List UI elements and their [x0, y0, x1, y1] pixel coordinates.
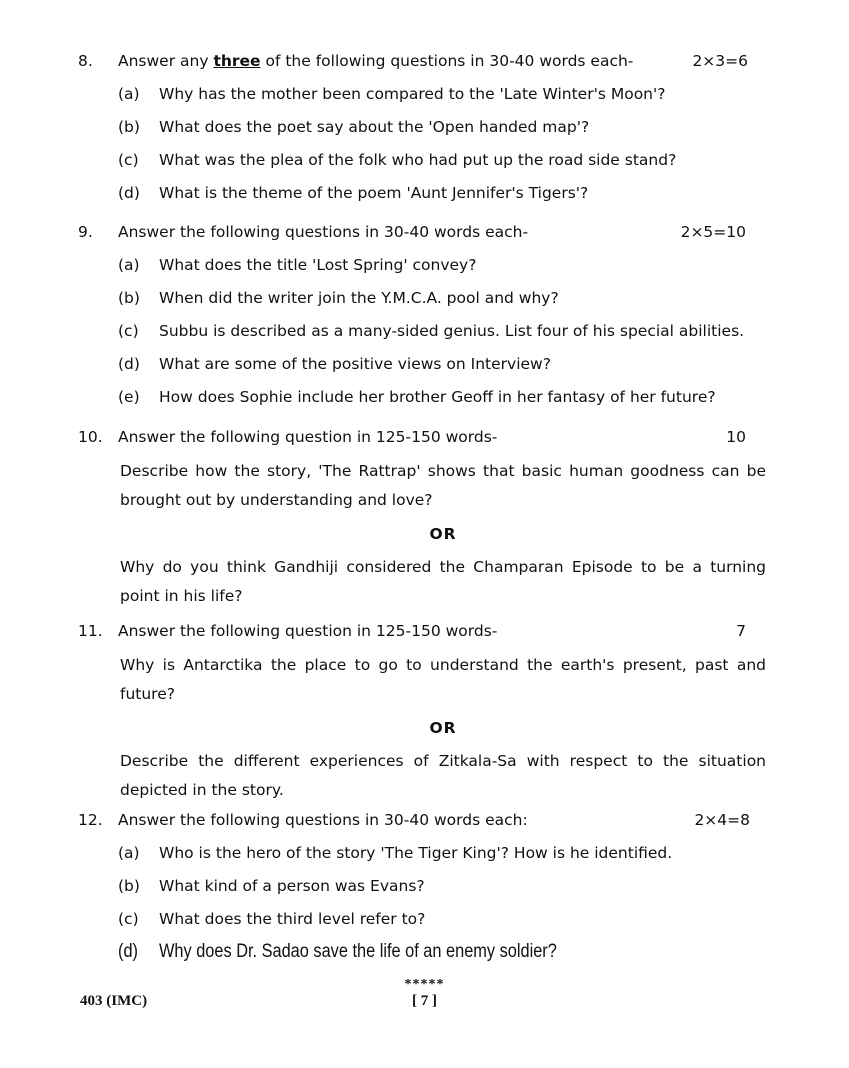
end-marker: ***** [404, 977, 445, 992]
subquestion-text: Why has the mother been compared to the 'Late Winter's Moon'? [159, 85, 666, 103]
instruction-text: Answer any [118, 52, 214, 70]
question-prompt: Why is Antarctika the place to go to understand the earth's present, past and future? [120, 656, 766, 703]
subquestion [78, 115, 768, 139]
subquestion-list [78, 82, 768, 205]
emphasized-word: three [213, 52, 261, 70]
subquestion [78, 319, 768, 343]
subquestion-text: What does the third level refer to? [159, 910, 426, 928]
question-marks: 2×5=10 [680, 223, 746, 241]
question-12 [78, 808, 768, 973]
question-10 [78, 425, 768, 611]
question-8-header [78, 49, 768, 73]
question-prompt: Describe how the story, 'The Rattrap' shows that basic human goodness can be brought out by understanding and love? [120, 462, 766, 509]
subquestion-label: (a) [118, 85, 140, 103]
question-instruction [118, 49, 633, 73]
subquestion-label: (e) [118, 388, 140, 406]
subquestion [78, 385, 768, 409]
subquestion-list [78, 841, 768, 964]
subquestion [78, 940, 768, 964]
question-instruction: Answer the following questions in 30-40 words each: [118, 811, 528, 829]
subquestion-label: (b) [118, 118, 140, 136]
question-instruction: Answer the following questions in 30-40 words each- [118, 223, 529, 241]
question-marks: 10 [726, 428, 746, 446]
subquestion [78, 82, 768, 106]
or-separator: OR [429, 525, 457, 543]
question-number: 8. [78, 52, 93, 70]
question-8 [78, 49, 768, 214]
subquestion-text: Why does Dr. Sadao save the life of an enemy soldier? [159, 941, 557, 962]
subquestion-text: What does the poet say about the 'Open handed map'? [159, 118, 590, 136]
question-marks: 2×3=6 [692, 52, 748, 70]
subquestion [78, 907, 768, 931]
subquestion-label: (a) [118, 256, 140, 274]
subquestion [78, 148, 768, 172]
question-prompt-alternative: Describe the different experiences of Zitkala-Sa with respect to the situation depicted in the story. [120, 752, 766, 799]
question-marks: 7 [736, 622, 746, 640]
subquestion-text: What is the theme of the poem 'Aunt Jennifer's Tigers'? [159, 184, 589, 202]
subquestion-text: What was the plea of the folk who had put up the road side stand? [159, 151, 677, 169]
paper-code: 403 (IMC) [80, 993, 148, 1009]
question-instruction: Answer the following question in 125-150 words- [118, 622, 498, 640]
subquestion-text: What are some of the positive views on Interview? [159, 355, 551, 373]
subquestion-text: Who is the hero of the story 'The Tiger King'? How is he identified. [159, 844, 673, 862]
subquestion-text: What does the title 'Lost Spring' convey? [159, 256, 477, 274]
question-10-header [78, 425, 768, 449]
or-separator: OR [429, 719, 457, 737]
page-number: [ 7 ] [412, 993, 437, 1009]
question-9-header [78, 220, 768, 244]
question-prompt-alternative: Why do you think Gandhiji considered the Champaran Episode to be a turning point in his life? [120, 558, 766, 605]
question-9 [78, 220, 768, 418]
subquestion [78, 352, 768, 376]
subquestion-label: (b) [118, 289, 140, 307]
question-11-header [78, 619, 768, 643]
question-number: 11. [78, 622, 103, 640]
subquestion [78, 874, 768, 898]
subquestion-list [78, 253, 768, 409]
subquestion-text: Subbu is described as a many-sided genius. List four of his special abilities. [159, 322, 745, 340]
subquestion-label: (d) [118, 184, 140, 202]
subquestion [78, 286, 768, 310]
subquestion-label: (b) [118, 877, 140, 895]
subquestion-label: (c) [118, 151, 139, 169]
question-number: 10. [78, 428, 103, 446]
question-number: 9. [78, 223, 93, 241]
question-12-header [78, 808, 768, 832]
subquestion-text: When did the writer join the Y.M.C.A. pool and why? [159, 289, 559, 307]
question-instruction: Answer the following question in 125-150 words- [118, 428, 498, 446]
question-marks: 2×4=8 [694, 811, 750, 829]
question-11 [78, 619, 768, 805]
subquestion-label: (c) [118, 910, 139, 928]
subquestion-label: (d) [118, 355, 140, 373]
subquestion [78, 841, 768, 865]
instruction-text: of the following questions in 30-40 words each- [260, 52, 634, 70]
question-number: 12. [78, 811, 103, 829]
subquestion-label: (c) [118, 322, 139, 340]
subquestion-label: (d) [118, 941, 138, 962]
subquestion-text: How does Sophie include her brother Geoff in her fantasy of her future? [159, 388, 716, 406]
subquestion-text: What kind of a person was Evans? [159, 877, 425, 895]
subquestion [78, 181, 768, 205]
subquestion-label: (a) [118, 844, 140, 862]
subquestion [78, 253, 768, 277]
